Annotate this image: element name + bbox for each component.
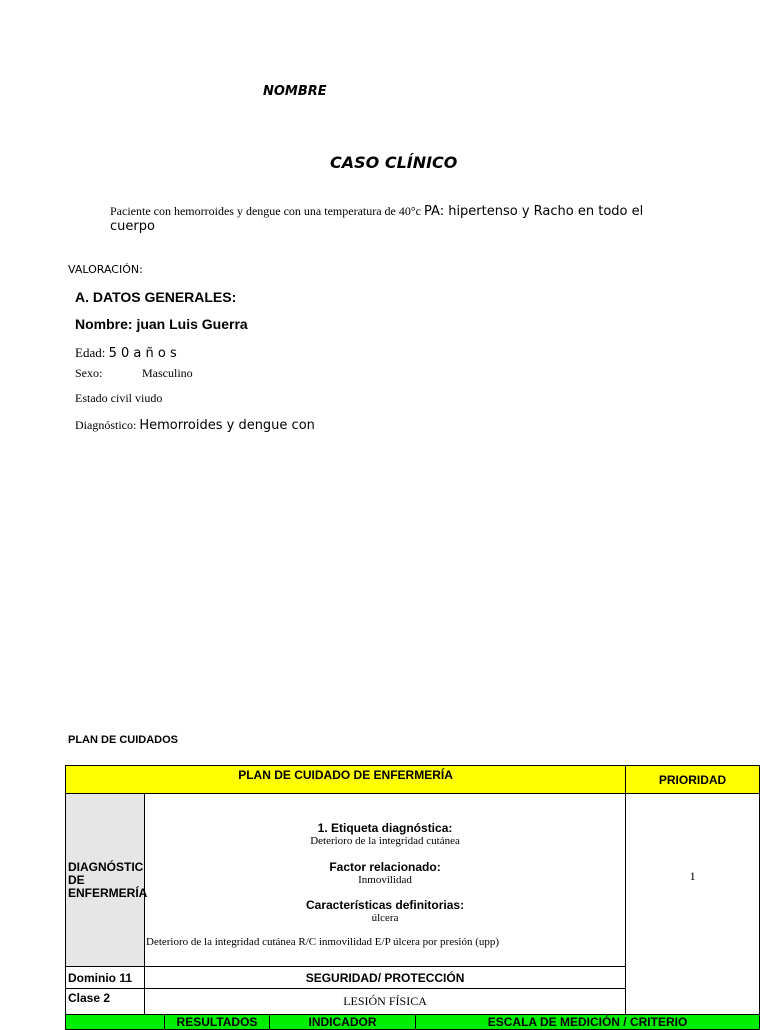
diagnostico-row bbox=[75, 418, 315, 433]
case-description bbox=[110, 204, 700, 234]
diagnostic-label-cell bbox=[66, 794, 148, 967]
factor-title: Factor relacionado: bbox=[329, 860, 441, 874]
bottom-blank-cell bbox=[66, 1015, 165, 1030]
clase-label: Clase 2 bbox=[68, 991, 111, 1005]
resultados-header-cell bbox=[165, 1015, 270, 1030]
name-label: NOMBRE bbox=[263, 84, 327, 99]
edad-label: Edad: bbox=[75, 345, 106, 360]
caracteristicas-value: úlcera bbox=[371, 912, 399, 924]
clase-label-cell bbox=[66, 989, 145, 1015]
diagnostic-content-cell bbox=[145, 794, 626, 967]
priority-value: 1 bbox=[689, 869, 696, 883]
dominio-value-cell bbox=[145, 967, 626, 989]
plan-label: PLAN DE CUIDADOS bbox=[68, 734, 179, 746]
escala-header-cell bbox=[416, 1015, 760, 1030]
diagnostico-value: Hemorroides y dengue con bbox=[139, 418, 315, 433]
sexo-value: Masculino bbox=[142, 366, 193, 380]
valoracion-label: VALORACIÓN: bbox=[68, 263, 143, 276]
factor-value: Inmovilidad bbox=[358, 874, 412, 886]
case-text-part1: Paciente con hemorroides y dengue con una temperatura de 40°c bbox=[110, 204, 422, 218]
clase-value: LESIÓN FÍSICA bbox=[343, 994, 427, 1008]
diagnostic-label: DIAGNÓSTIC DE ENFERMERÍA bbox=[68, 859, 148, 900]
nombre-field: Nombre: juan Luis Guerra bbox=[75, 316, 248, 332]
care-plan-table bbox=[65, 765, 760, 1030]
document-title: CASO CLÍNICO bbox=[330, 153, 458, 172]
diagnostic-statement: Deterioro de la integridad cutánea R/C inmovilidad E/P úlcera por presión (upp) bbox=[146, 936, 500, 948]
dominio-label-cell bbox=[66, 967, 145, 989]
priority-header-cell bbox=[626, 766, 760, 794]
resultados-header: RESULTADOS bbox=[176, 1015, 258, 1029]
case-text-part2: PA: hipertenso y Racho en todo el bbox=[424, 204, 644, 219]
indicador-header: INDICADOR bbox=[308, 1015, 377, 1029]
escala-header: ESCALA DE MEDICIÓN / CRITERIO bbox=[487, 1015, 688, 1029]
etiqueta-value: Deterioro de la integridad cutánea bbox=[310, 835, 460, 847]
plan-title-cell bbox=[66, 766, 626, 794]
dominio-value: SEGURIDAD/ PROTECCIÓN bbox=[305, 970, 465, 985]
diagnostico-label: Diagnóstico: bbox=[75, 418, 137, 432]
clase-value-cell bbox=[145, 989, 626, 1015]
indicador-header-cell bbox=[270, 1015, 416, 1030]
dominio-label: Dominio 11 bbox=[68, 970, 133, 985]
estado-civil: Estado civil viudo bbox=[75, 391, 163, 405]
priority-header: PRIORIDAD bbox=[658, 772, 727, 787]
caracteristicas-title: Características definitorias: bbox=[306, 898, 465, 912]
edad-row bbox=[75, 345, 177, 361]
case-text-line2: cuerpo bbox=[110, 219, 155, 234]
edad-value: 5 0 a ñ o s bbox=[108, 346, 177, 361]
plan-title: PLAN DE CUIDADO DE ENFERMERÍA bbox=[238, 768, 453, 782]
sexo-label: Sexo: bbox=[75, 366, 103, 380]
priority-value-cell bbox=[626, 794, 760, 1015]
etiqueta-title: 1. Etiqueta diagnóstica: bbox=[317, 821, 453, 835]
datos-generales-heading: A. DATOS GENERALES: bbox=[75, 289, 237, 305]
